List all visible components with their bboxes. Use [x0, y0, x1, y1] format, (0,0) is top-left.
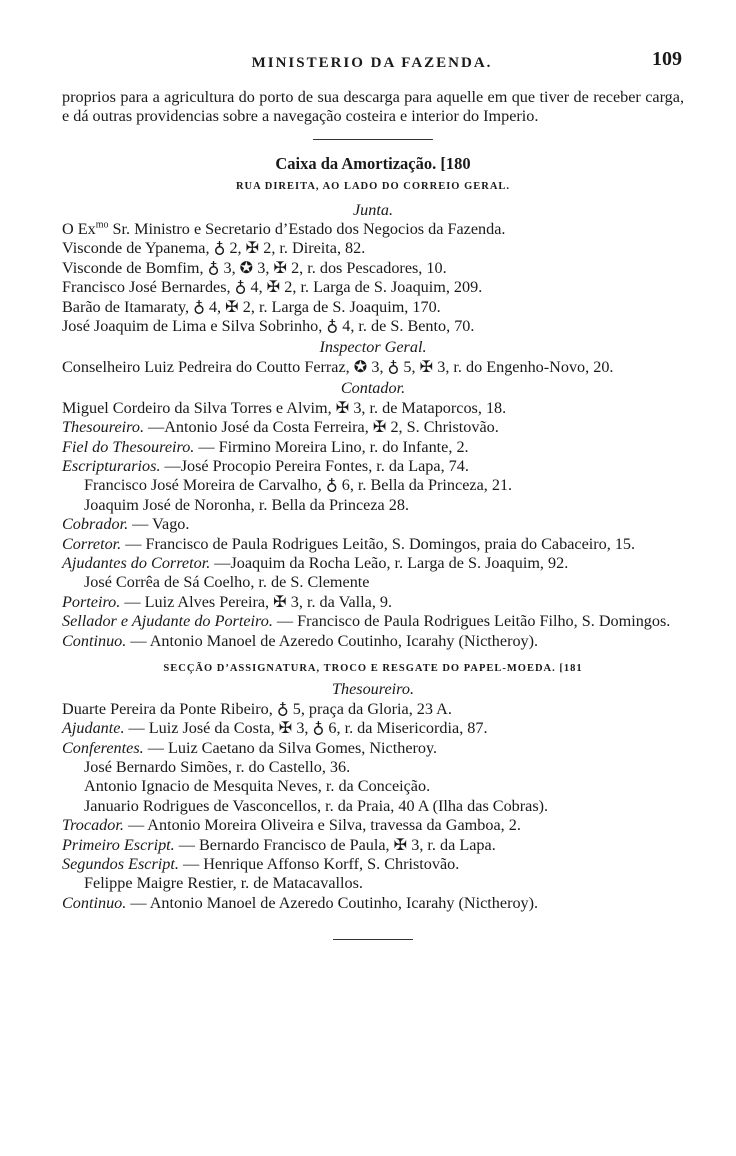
staff-entry: Cobrador. — Vago.: [62, 515, 190, 534]
seccao-title: SECÇÃO D’ASSIGNATURA, TROCO E RESGATE DO PAPEL-MOEDA. [181: [163, 662, 583, 674]
junta-member: Francisco José Bernardes, ♁ 4, ✠ 2, r. Larga de S. Joaquim, 209.: [62, 278, 483, 297]
staff-entry: Continuo. — Antonio Manoel de Azeredo Coutinho, Icarahy (Nictheroy).: [62, 893, 539, 912]
staff-entry: Corretor. — Francisco de Paula Rodrigues Leitão, S. Domingos, praia do Cabaceiro, 15.: [62, 534, 636, 553]
staff-entry: Continuo. — Antonio Manoel de Azeredo Coutinho, Icarahy (Nictheroy).: [62, 631, 539, 650]
staff-entry: Ajudante. — Luiz José da Costa, ✠ 3, ♁ 6, r. da Misericordia, 87.: [62, 719, 488, 738]
page-number: 109: [652, 48, 682, 70]
staff-entry: Conferentes. — Luiz Caetano da Silva Gomes, Nictheroy.: [62, 738, 438, 757]
staff-entry: Sellador e Ajudante do Porteiro. — Francisco de Paula Rodrigues Leitão Filho, S. Domingos.: [62, 612, 671, 631]
junta-member: Visconde de Bomfim, ♁ 3, ✪ 3, ✠ 2, r. dos Pescadores, 10.: [62, 258, 447, 277]
caixa-address: RUA DIREITA, AO LADO DO CORREIO GERAL.: [235, 181, 511, 193]
staff-entry: Thesoureiro. —Antonio José da Costa Ferreira, ✠ 2, S. Christovão.: [62, 418, 499, 437]
staff-entry: Januario Rodrigues de Vasconcellos, r. da Praia, 40 A (Ilha das Cobras).: [84, 796, 549, 815]
divider-rule: [313, 139, 433, 140]
staff-entry: Miguel Cordeiro da Silva Torres e Alvim, ✠ 3, r. de Mataporcos, 18.: [62, 398, 507, 417]
staff-entry: Ajudantes do Corretor. —Joaquim da Rocha Leão, r. Larga de S. Joaquim, 92.: [62, 553, 569, 572]
thesoureiro-heading: Thesoureiro.: [332, 680, 414, 699]
junta-member: José Joaquim de Lima e Silva Sobrinho, ♁ 4, r. de S. Bento, 70.: [62, 317, 475, 336]
staff-entry: Joaquim José de Noronha, r. Bella da Princeza 28.: [84, 495, 410, 514]
running-head: MINISTERIO DA FAZENDA.: [251, 55, 493, 71]
staff-entry: Felippe Maigre Restier, r. de Matacavallos.: [84, 874, 363, 893]
junta-member: O $Ex^{mo}$ Sr. Ministro e Secretario d’Estado dos Negocios da Fazenda.: [62, 219, 506, 239]
staff-entry: Segundos Escript. — Henrique Affonso Korff, S. Christovão.: [62, 855, 460, 874]
staff-entry: Fiel do Thesoureiro. — Firmino Moreira Lino, r. do Infante, 2.: [62, 437, 469, 456]
end-rule: [333, 939, 413, 940]
staff-entry: Francisco José Moreira de Carvalho, ♁ 6, r. Bella da Princeza, 21.: [84, 476, 513, 495]
junta-member: Barão de Itamaraty, ♁ 4, ✠ 2, r. Larga de S. Joaquim, 170.: [62, 297, 441, 316]
contador-heading: Contador.: [340, 379, 406, 398]
staff-entry: José Corrêa de Sá Coelho, r. de S. Clemente: [84, 573, 370, 592]
page-content: [62, 88, 684, 940]
staff-entry: Antonio Ignacio de Mesquita Neves, r. da Conceição.: [84, 777, 431, 796]
staff-entry: Trocador. — Antonio Moreira Oliveira e Silva, travessa da Gamboa, 2.: [62, 816, 521, 835]
junta-heading: Junta.: [352, 200, 393, 219]
intro-paragraph: proprios para a agricultura do porto de sua descarga para aquelle em que tiver de receber carga, e dá outras providencias sobre a navegação costeira e interior do Imperio.: [62, 88, 684, 126]
staff-entry: Duarte Pereira da Ponte Ribeiro, ♁ 5, praça da Gloria, 23 A.: [62, 699, 452, 718]
junta-member: Visconde de Ypanema, ♁ 2, ✠ 2, r. Direita, 82.: [62, 239, 366, 258]
inspector-heading: Inspector Geral.: [319, 338, 427, 357]
inspector-entry: Conselheiro Luiz Pedreira do Coutto Ferraz, ✪ 3, ♁ 5, ✠ 3, r. do Engenho-Novo, 20.: [62, 357, 614, 376]
staff-entry: José Bernardo Simões, r. do Castello, 36.: [84, 758, 351, 776]
staff-entry: Escripturarios. —José Procopio Pereira Fontes, r. da Lapa, 74.: [62, 456, 469, 475]
staff-entry: Porteiro. — Luiz Alves Pereira, ✠ 3, r. da Valla, 9.: [62, 592, 393, 611]
caixa-title: Caixa da Amortização. [180: [275, 153, 471, 173]
staff-entry: Primeiro Escript. — Bernardo Francisco de Paula, ✠ 3, r. da Lapa.: [62, 835, 496, 854]
page-header: [62, 50, 682, 78]
